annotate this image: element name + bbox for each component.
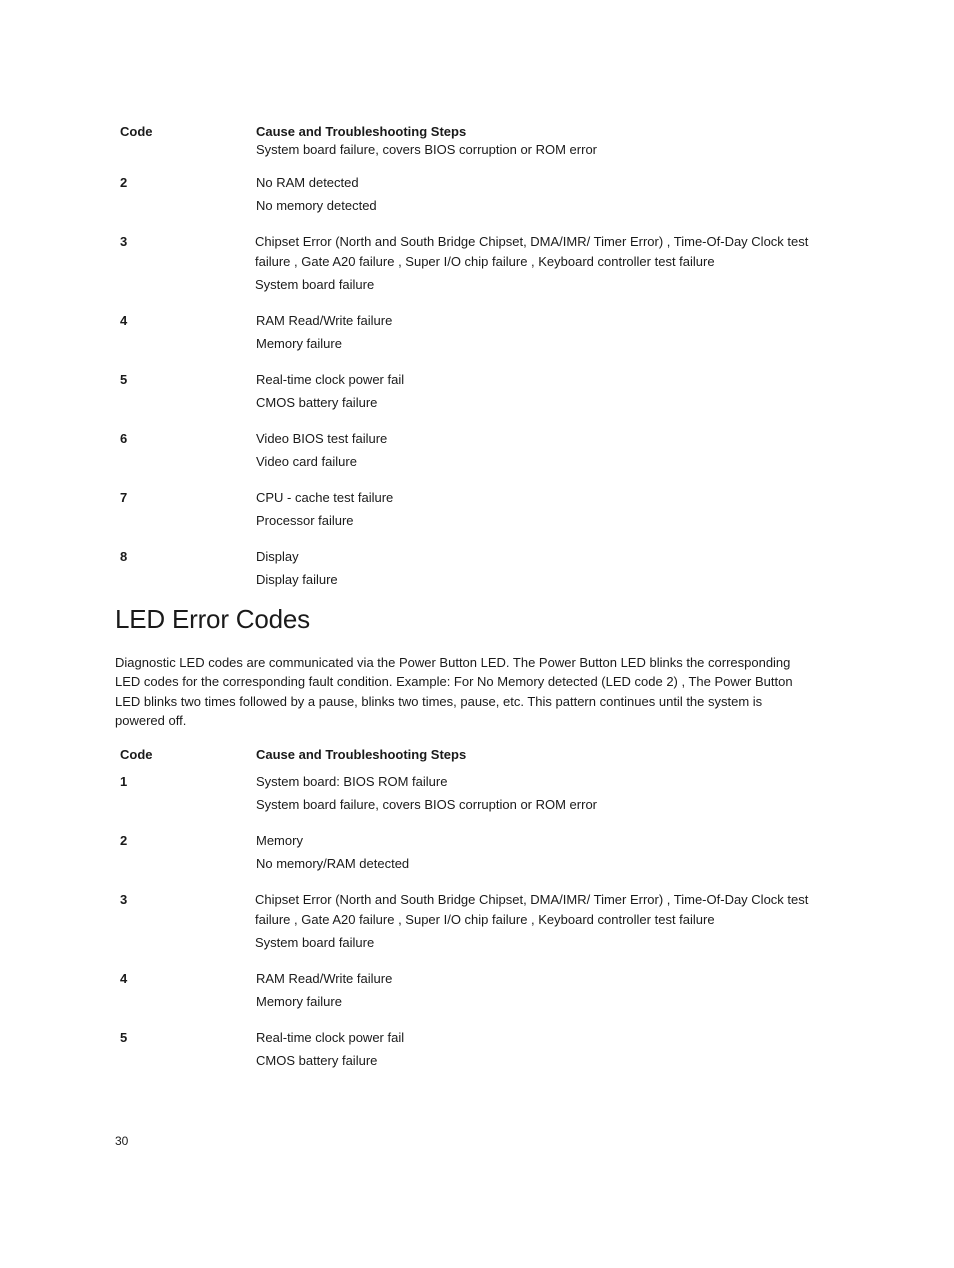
table-row	[115, 547, 815, 593]
cause-line: Chipset Error (North and South Bridge Chipset, DMA/IMR/ Timer Error) , Time-Of-Day Clock test failure , Gate A20 failure , Super I/O chip failure , Keyboard controller test failure	[255, 892, 809, 927]
table-body	[115, 173, 815, 593]
cause-line: Display failure	[256, 572, 338, 587]
section-intro: Diagnostic LED codes are communicated via the Power Button LED. The Power Button LED blinks the corresponding LED codes for the corresponding fault condition. Example: For No Memory detected (LED code 2) , The Power Button LED blinks two times followed by a pause, blinks two times, pause, etc. This pattern continues until the system is powered off.	[115, 655, 793, 728]
led-code-table	[115, 744, 815, 1074]
section-title: LED Error Codes	[115, 604, 310, 634]
cause-line: CMOS battery failure	[256, 1053, 378, 1068]
cause-cell	[256, 772, 815, 818]
table-row	[115, 969, 815, 1015]
cause-line: Video BIOS test failure	[256, 431, 388, 446]
cause-line: CPU - cache test failure	[256, 490, 394, 505]
cause-line: System board: BIOS ROM failure	[256, 774, 448, 789]
cause-line: Memory	[256, 833, 303, 848]
table-row	[115, 429, 815, 475]
cause-cell	[256, 429, 815, 475]
cause-line: CMOS battery failure	[256, 395, 378, 410]
cause-line: RAM Read/Write failure	[256, 313, 393, 328]
code-cell: 1	[120, 774, 128, 789]
table-body	[115, 772, 815, 1074]
page-number: 30	[115, 1134, 129, 1148]
table-row	[115, 831, 815, 877]
cause-line: Real-time clock power fail	[256, 1030, 405, 1045]
code-cell: 6	[120, 431, 128, 446]
table-row	[115, 772, 815, 818]
cause-line: System board failure, covers BIOS corruption or ROM error	[256, 797, 598, 812]
code-cell: 3	[120, 234, 128, 249]
cause-cell	[255, 890, 815, 956]
cause-line: Chipset Error (North and South Bridge Chipset, DMA/IMR/ Timer Error) , Time-Of-Day Clock test failure , Gate A20 failure , Super I/O chip failure , Keyboard controller test failure	[255, 234, 809, 269]
table-row	[115, 890, 815, 956]
code-cell: 7	[120, 490, 128, 505]
code-cell: 4	[120, 971, 128, 986]
cause-line: RAM Read/Write failure	[256, 971, 393, 986]
cause-line: No memory detected	[256, 198, 377, 213]
table-header	[115, 120, 815, 142]
cause-cell	[255, 232, 815, 298]
code-cell: 5	[120, 372, 128, 387]
code-cell: 8	[120, 549, 128, 564]
cause-cell	[256, 831, 815, 877]
table-header	[115, 744, 815, 764]
cause-line: Real-time clock power fail	[256, 372, 405, 387]
cause-cell	[256, 311, 815, 357]
code-column-header: Code	[120, 746, 153, 762]
cause-line: Memory failure	[256, 336, 342, 351]
code-cell: 2	[120, 833, 128, 848]
cause-column-header: Cause and Troubleshooting Steps	[256, 746, 467, 762]
cause-line: Video card failure	[256, 454, 357, 469]
code-cell: 5	[120, 1030, 128, 1045]
continuation-line: System board failure, covers BIOS corruption or ROM error	[256, 142, 598, 157]
cause-cell	[256, 488, 815, 534]
cause-line: Display	[256, 549, 299, 564]
code-column-header: Code	[120, 123, 153, 139]
beep-code-table	[115, 120, 815, 593]
code-cell: 2	[120, 175, 128, 190]
cause-line: Processor failure	[256, 513, 354, 528]
cause-cell	[256, 969, 815, 1015]
cause-line: Memory failure	[256, 994, 342, 1009]
table-row	[115, 1028, 815, 1074]
cause-cell	[256, 1028, 815, 1074]
cause-line: System board failure	[255, 277, 375, 292]
cause-cell	[256, 173, 815, 219]
table-row	[115, 173, 815, 219]
table-row	[115, 370, 815, 416]
table-row	[115, 488, 815, 534]
cause-line: System board failure	[255, 935, 375, 950]
cause-line: No memory/RAM detected	[256, 856, 410, 871]
cause-cell	[256, 370, 815, 416]
table-row	[115, 232, 815, 298]
cause-column-header: Cause and Troubleshooting Steps	[256, 123, 467, 139]
code-cell: 4	[120, 313, 128, 328]
cause-cell	[256, 547, 815, 593]
code-cell: 3	[120, 892, 128, 907]
table-row	[115, 311, 815, 357]
cause-line: No RAM detected	[256, 175, 359, 190]
